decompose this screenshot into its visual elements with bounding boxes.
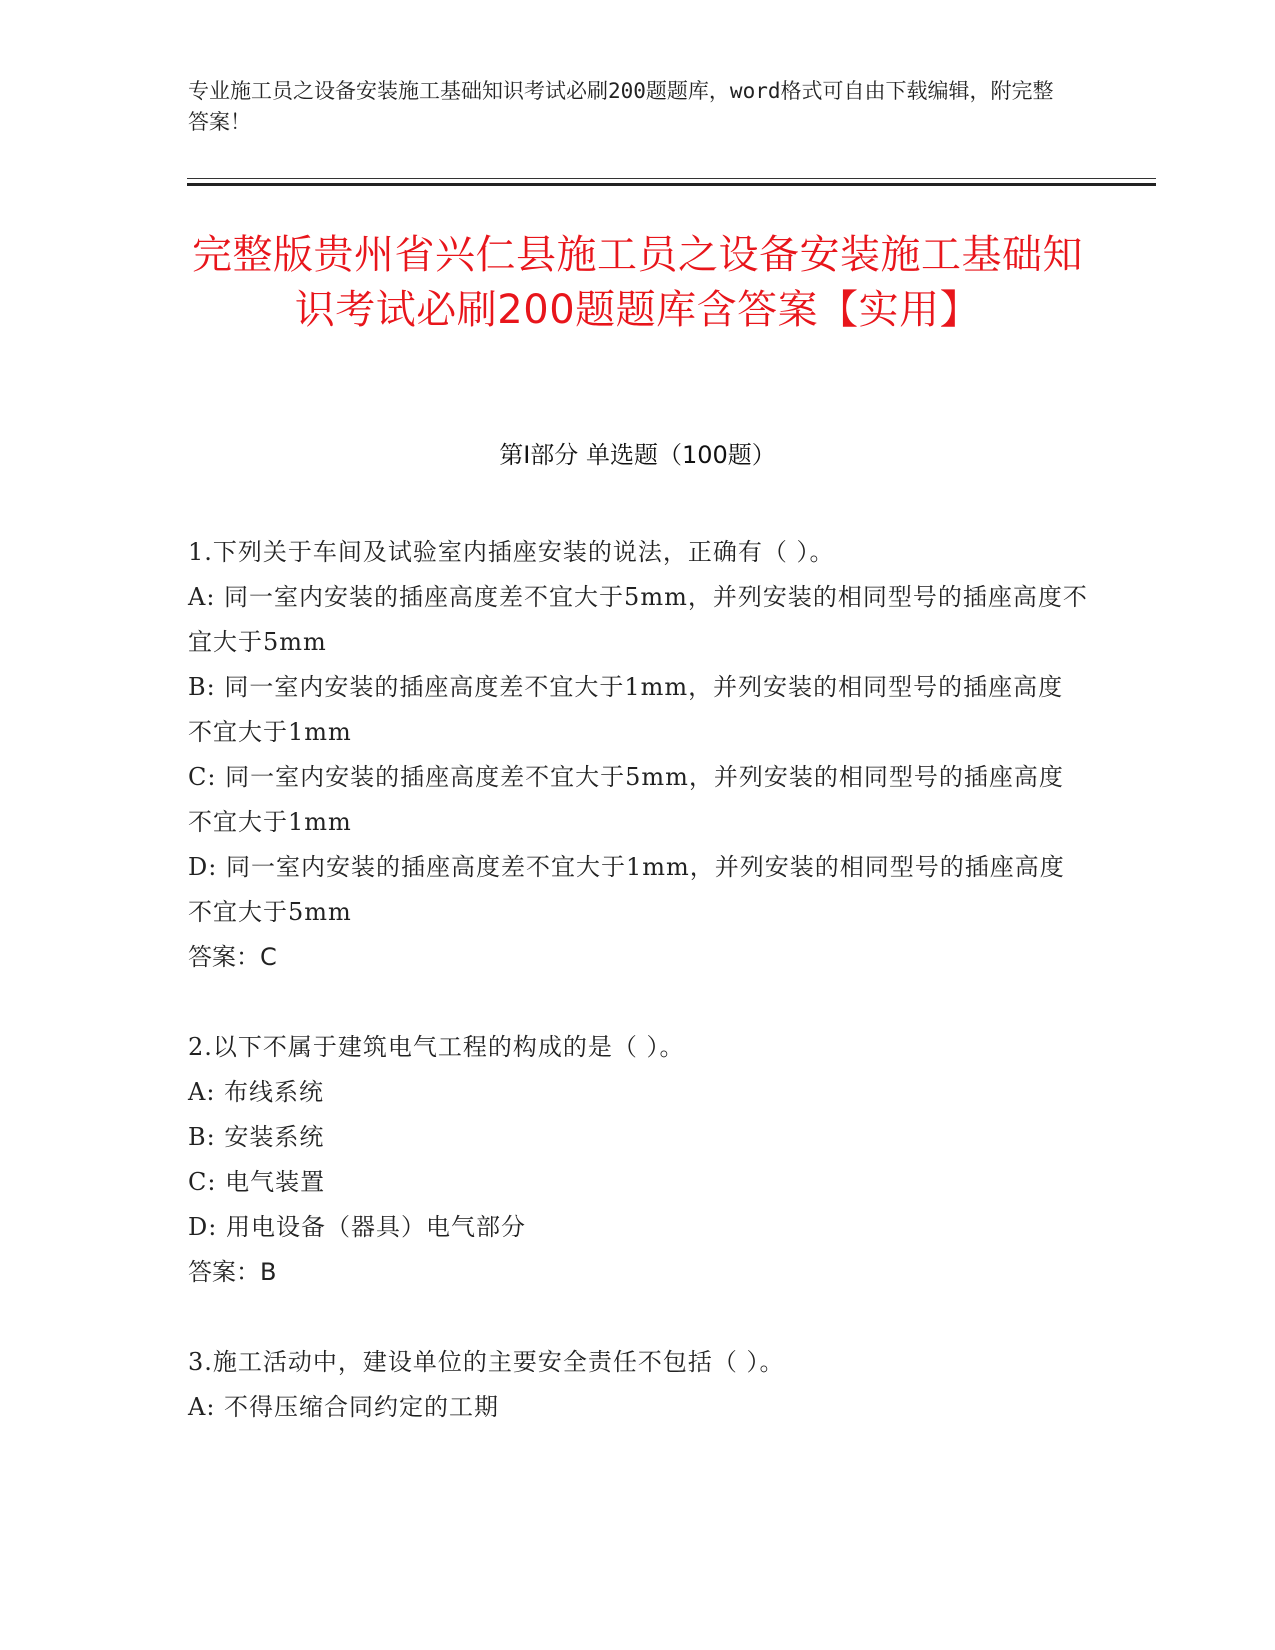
question-item — [188, 1025, 1088, 1295]
question-stem: 2.以下不属于建筑电气工程的构成的是（ ）。 — [188, 1033, 685, 1061]
header-divider-thick — [187, 183, 1156, 186]
option-c: C: 电气装置 — [188, 1168, 326, 1196]
option-b: B: 安装系统 — [188, 1123, 325, 1151]
question-stem: 3.施工活动中，建设单位的主要安全责任不包括（ ）。 — [188, 1348, 785, 1376]
header-note: 专业施工员之设备安装施工基础知识考试必刷200题题库，word格式可自由下载编辑，附完整答案！ — [188, 79, 1054, 134]
question-item — [188, 1340, 1088, 1430]
option-d: D: 用电设备（器具）电气部分 — [188, 1213, 526, 1241]
option-d: D: 同一室内安装的插座高度差不宜大于1mm，并列安装的相同型号的插座高度不宜大于5mm — [188, 853, 1065, 926]
question-list — [188, 530, 1088, 1475]
header-divider-thin — [187, 178, 1156, 179]
answer-line: 答案：C — [188, 943, 277, 971]
question-stem: 1.下列关于车间及试验室内插座安装的说法，正确有（ ）。 — [188, 538, 835, 566]
option-a: A: 布线系统 — [188, 1078, 325, 1106]
option-a: A: 同一室内安装的插座高度差不宜大于5mm，并列安装的相同型号的插座高度不宜大于5mm — [188, 583, 1088, 656]
option-a: A: 不得压缩合同约定的工期 — [188, 1393, 500, 1421]
option-b: B: 同一室内安装的插座高度差不宜大于1mm，并列安装的相同型号的插座高度不宜大于1mm — [188, 673, 1064, 746]
question-item — [188, 530, 1088, 980]
section-heading: 第Ⅰ部分 单选题（100题） — [499, 441, 776, 469]
option-c: C: 同一室内安装的插座高度差不宜大于5mm，并列安装的相同型号的插座高度不宜大于1mm — [188, 763, 1064, 836]
answer-line: 答案：B — [188, 1258, 277, 1286]
document-title: 完整版贵州省兴仁县施工员之设备安装施工基础知识考试必刷200题题库含答案【实用】 — [192, 232, 1083, 333]
